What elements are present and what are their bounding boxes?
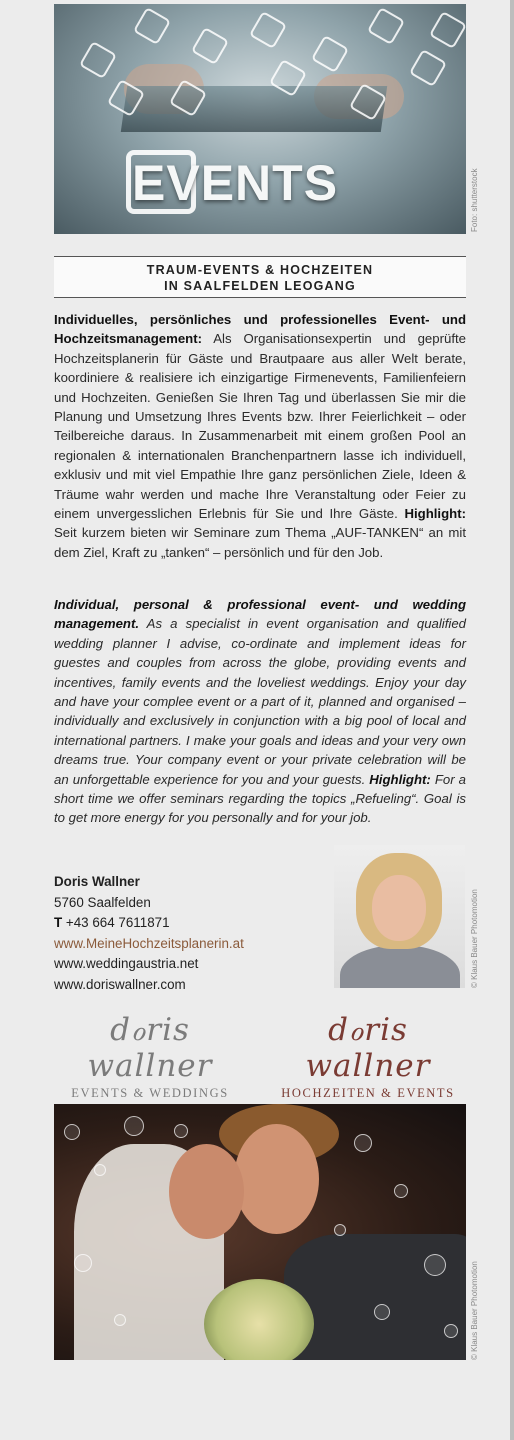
bubble [424,1254,446,1276]
events-hero-image [54,4,466,234]
bubble [94,1164,106,1176]
hex-icon [367,7,405,45]
bubble [124,1116,144,1136]
hex-icon [429,11,466,49]
hex-icon [133,7,171,45]
hero-tablet [121,86,387,132]
bubble [374,1304,390,1320]
hex-icon [191,27,229,65]
bubble [74,1254,92,1272]
hex-icon [79,41,117,79]
logo-right-subtitle: HOCHZEITEN & EVENTS [281,1086,455,1100]
german-lead: Individuelles, persönliches und professionelles Event- und Hochzeitsmanagement: [54,312,466,347]
hex-icon [409,49,447,87]
logo-left-subtitle: EVENTS & WEDDINGS [71,1086,229,1100]
bubble [174,1124,188,1138]
section-heading [54,256,466,298]
contact-address: 5760 Saalfelden [54,894,151,910]
german-text-1: Als Organisationsexpertin und geprüfte Hochzeitsplanerin für Gäste und Brautpaare aus aller Welt berate, koordiniere & realisiere ich einzigartige Firmenevents, Familienfeiern und Hochzeiten. Genießen Sie Ihren Tag und überlassen Sie mir die Planung und Umsetzung Ihres Events bzw. Ihrer Feierlichkeit – oder Teilbereiche daraus. In Zusammenarbeit mit einem großen Pool an regionalen & internationalen Branchenpartnern lasse ich individuell, exklusiv und mit viel Empathie Ihre ganz persönlichen Ziele, Ideen & Träume wahr werden und mache Ihre Veranstaltung oder Feier zu einem unvergesslichen Erlebnis für Sie und Ihre Gäste. [54,331,466,522]
website-link-2[interactable]: www.weddingaustria.net [54,956,199,972]
english-paragraph [54,595,466,828]
bubble [394,1184,408,1198]
portrait-photo-credit: © Klaus Bauer Photomotion [470,889,479,988]
events-word: EVENTS [132,155,339,211]
portrait-body [340,945,460,988]
portrait-photo [334,845,465,988]
hex-icon [311,35,349,73]
wedding-kiss-photo [54,1104,466,1360]
bubble [354,1134,372,1152]
heading-line-2: IN SAALFELDEN LEOGANG [164,279,356,293]
logo-hochzeiten-events [268,1012,468,1117]
bubble [334,1224,346,1236]
english-lead: Individual, personal & professional event- und wedding management. [54,597,466,632]
groom-face [234,1124,319,1234]
bubble [114,1314,126,1326]
heading-line-1: TRAUM-EVENTS & HOCHZEITEN [146,263,374,277]
groom-suit [284,1234,466,1360]
contact-name: Doris Wallner [54,874,140,889]
bubble [64,1124,80,1140]
german-highlight-label: Highlight: [404,506,466,522]
german-text-2: Seit kurzem bieten wir Seminare zum Thema „AUF-TANKEN“ an mit dem Ziel, Kraft zu „tanken“ – persönlich und für den Job. [54,525,466,560]
contact-block [54,872,314,996]
website-link-1[interactable]: www.MeineHochzeitsplanerin.at [54,935,244,951]
hero-photo-credit: Foto: shutterstock [470,168,479,232]
page-edge-shadow [510,0,514,1440]
bridal-bouquet [204,1279,314,1360]
english-text-1: As a specialist in event organisation and qualified wedding planner I advise, co-ordinate and implement ideas for guestes and couples from across the globe, providing events and incentives, family events and the loveliest weddings. Enjoy your day and have your complee event or a part of it, planned and organised – individually and exclusively in conjunction with a big pool of local and international partners. I make your goals and ideas and your very own dreams true. Your company event or your private celebration will be an unforgettable experience for you and your guests. [54,616,466,787]
logo-right-script: dℴris wallner [305,1012,431,1084]
english-text-2: For a short time we offer seminars regarding the topics „Refueling“. Goal is to get more energy for you personally and for your job. [54,771,466,826]
website-link-3[interactable]: www.doriswallner.com [54,976,186,992]
phone-number: +43 664 7611871 [62,915,170,931]
hex-icon [249,11,287,49]
wedding-photo-credit: © Klaus Bauer Photomotion [470,1261,479,1360]
phone-label: T [54,915,63,931]
logo-left-script: dℴris wallner [87,1012,213,1084]
portrait-face [372,875,426,941]
bubble [444,1324,458,1338]
english-highlight-label: Highlight: [369,771,431,787]
german-paragraph [54,310,466,562]
bride-face [169,1144,244,1239]
contact-phone [54,913,314,934]
logo-events-weddings [50,1012,250,1117]
